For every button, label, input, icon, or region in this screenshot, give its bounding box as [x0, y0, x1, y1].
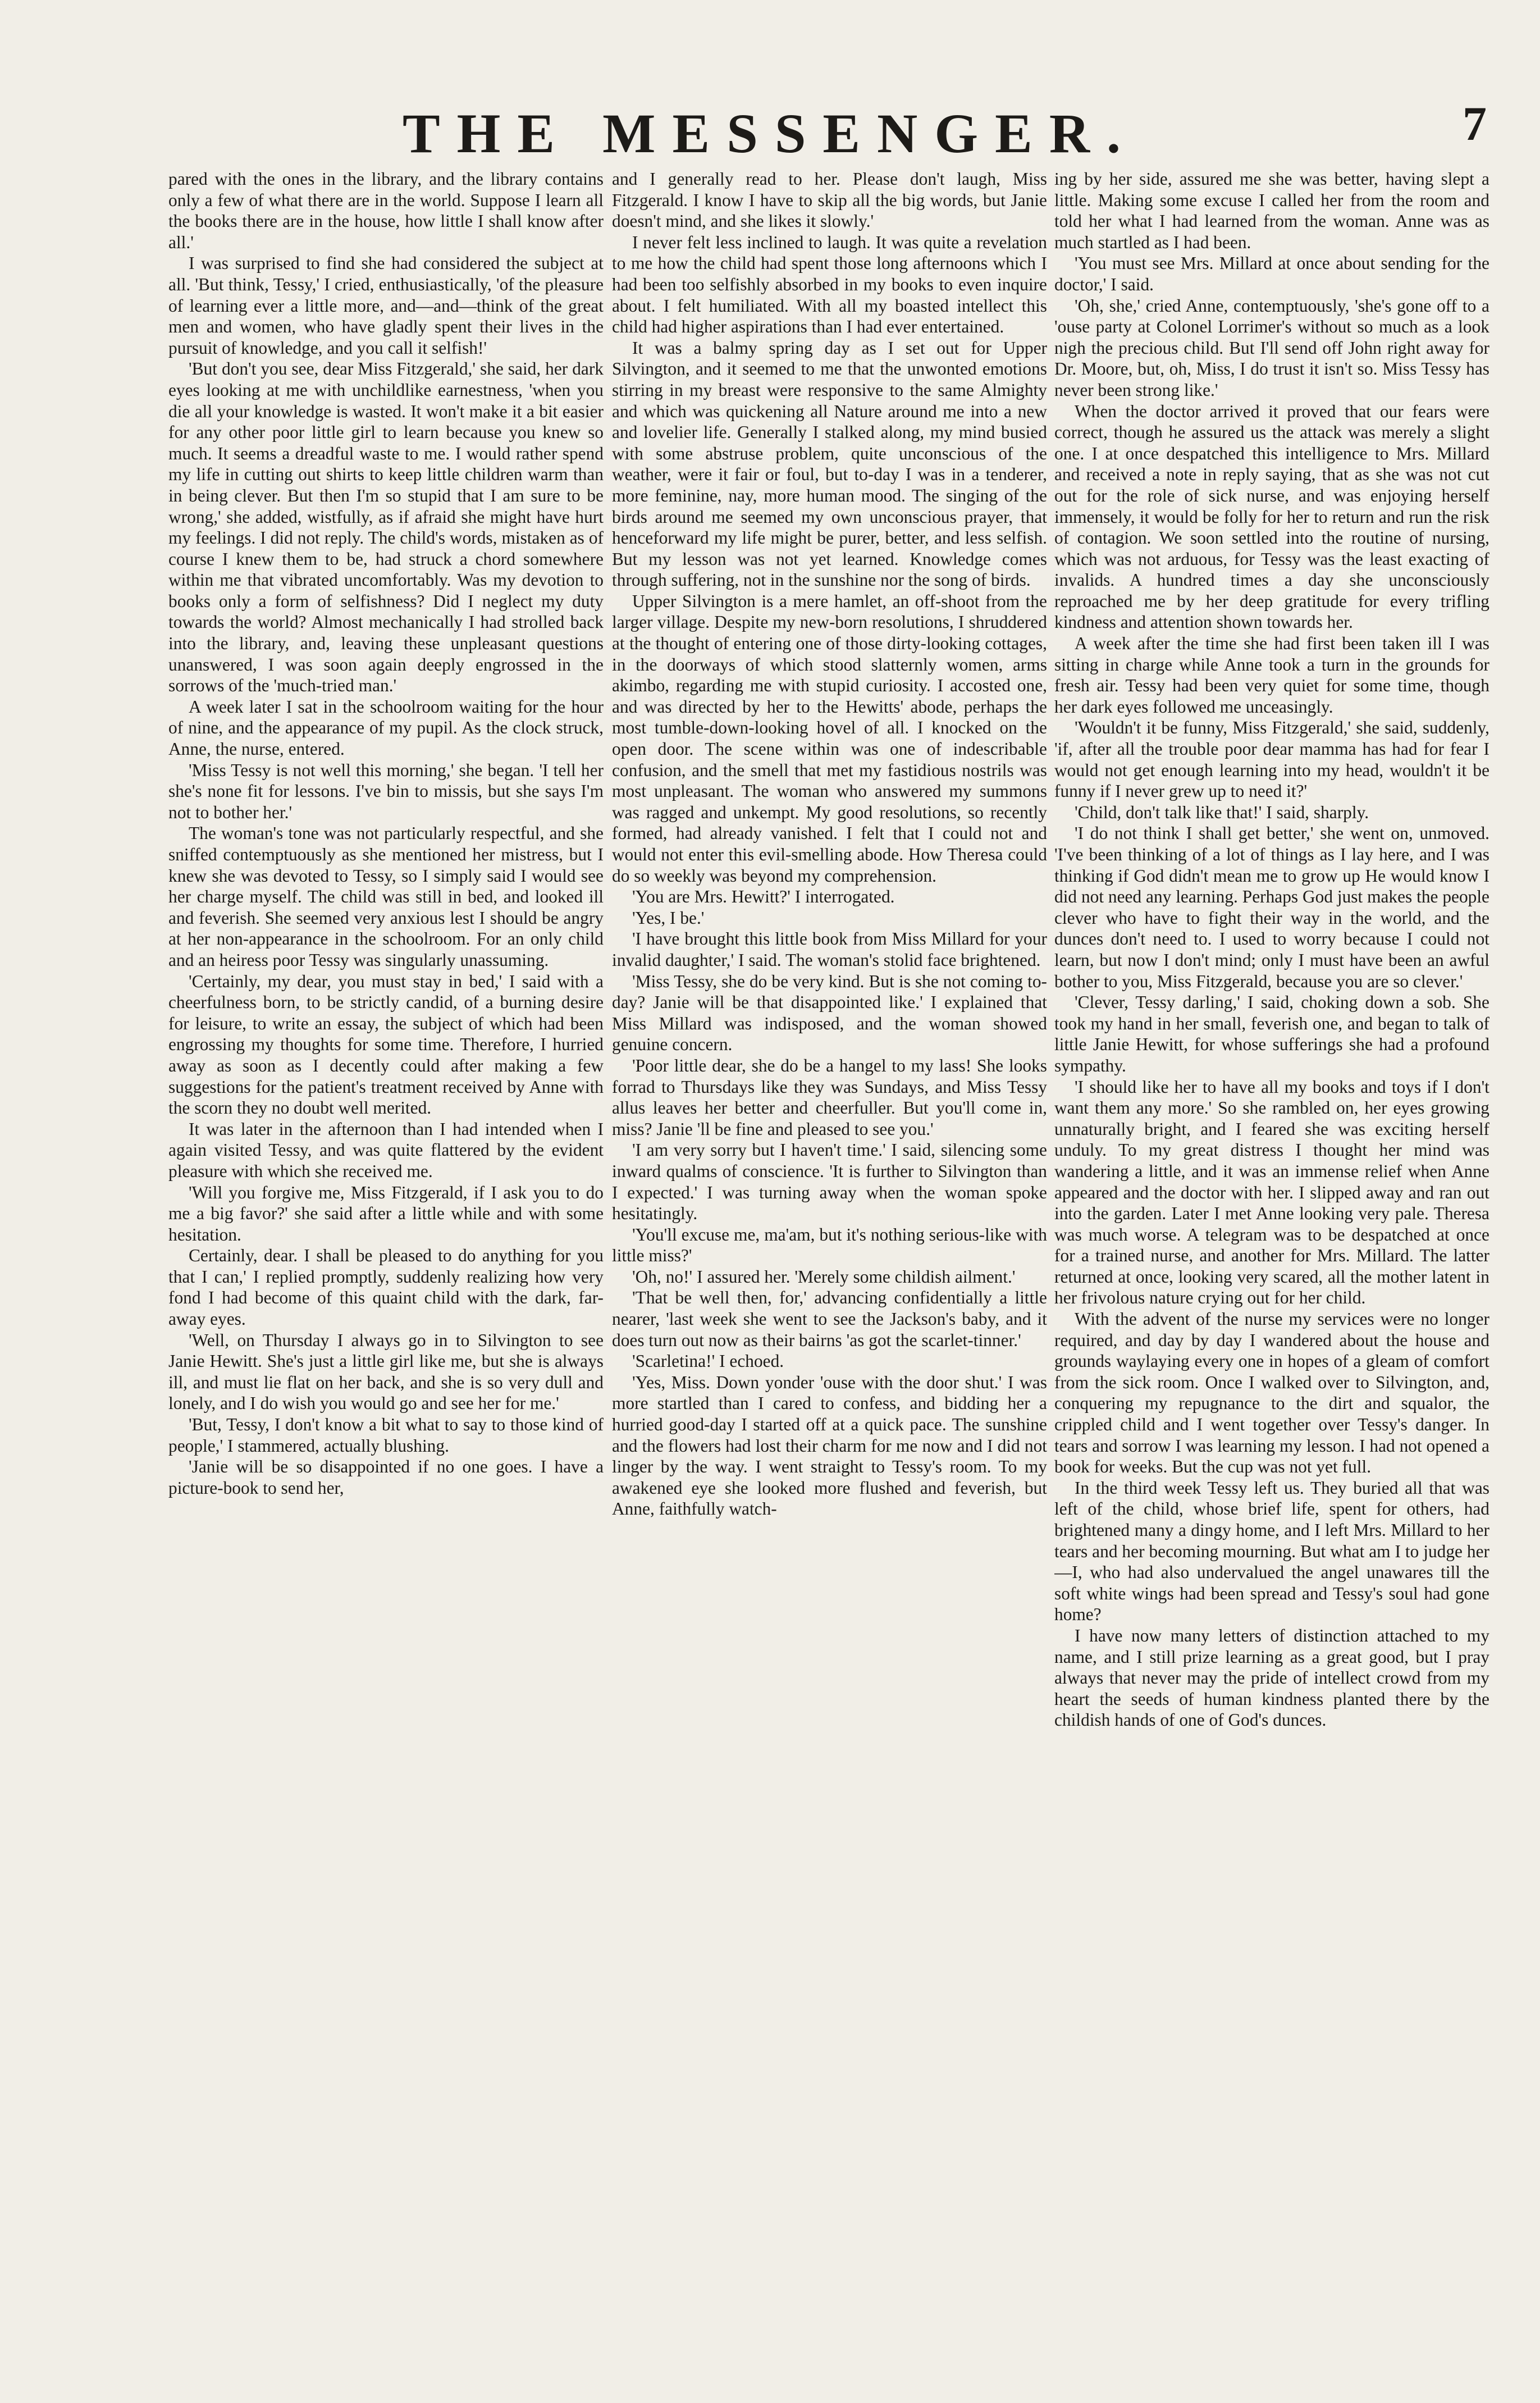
paragraph: pared with the ones in the library, and the library contains only a few of what there are in the world. Suppose I learn all the books there are in the house, how little I shall know after all.' — [168, 169, 604, 252]
paragraph: 'Yes, I be.' — [632, 908, 705, 928]
paragraph: I never felt less inclined to laugh. It was quite a revelation to me how the child had spent those long afternoons which I had been too selfishly absorbed in my books to even inquire about. I felt humiliated. With all my boasted intellect this child had higher aspirations than I had ever entertained. — [612, 232, 1047, 337]
paragraph: and I generally read to her. Please don't laugh, Miss Fitzgerald. I know I have to skip all the big words, but Janie doesn't mind, and she likes it slowly.' — [612, 169, 1047, 231]
paragraph: In the third week Tessy left us. They buried all that was left of the child, whose brief life, spent for others, had brightened many a dingy home, and I left Mrs. Millard to her tears and her becoming mourning. But what am I to judge her—I, who had also undervalued the angel unawares till the soft white wings had been spread and Tessy's soul had gone home? — [1054, 1478, 1489, 1625]
paragraph: 'That be well then, for,' advancing confidentially a little nearer, 'last week she went to see the Jackson's baby, and it does turn out now as their bairns 'as got the scarlet-tinner.' — [612, 1288, 1047, 1350]
paragraph: 'Oh, she,' cried Anne, contemptuously, 'she's gone off to a 'ouse party at Colonel Lorrimer's without so much as a look nigh the precious child. But I'll send off John right away for Dr. Moore, but, oh, Miss, I do trust it isn't so. Miss Tessy has never been strong like.' — [1054, 295, 1489, 400]
paragraph: 'But, Tessy, I don't know a bit what to say to those kind of people,' I stammered, actually blushing. — [168, 1415, 604, 1456]
paragraph: 'You must see Mrs. Millard at once about sending for the doctor,' I said. — [1054, 253, 1489, 294]
text-column-2 — [612, 168, 1047, 2392]
page-number: 7 — [1463, 97, 1487, 151]
paragraph: 'Clever, Tessy darling,' I said, choking down a sob. She took my hand in her small, feverish one, and began to talk of little Janie Hewitt, for whose sufferings she had a profound sympathy. — [1054, 992, 1489, 1075]
paragraph: 'Yes, Miss. Down yonder 'ouse with the door shut.' I was more startled than I cared to confess, and bidding her a hurried good-day I started off at a quick pace. The sunshine and the flowers had lost their charm for me now and I did not linger by the way. I went straight to Tessy's room. To my awakened eye she looked more flushed and feverish, but Anne, faithfully watch- — [612, 1372, 1047, 1519]
text-column-3 — [1054, 168, 1489, 2392]
paragraph: It was later in the afternoon than I had intended when I again visited Tessy, and was quite flattered by the evident pleasure with which she received me. — [168, 1119, 604, 1181]
text-column-1 — [168, 168, 604, 2392]
paragraph: With the advent of the nurse my services were no longer required, and day by day I wandered about the house and grounds waylaying every one in hopes of a gleam of comfort from the sick room. Once I walked over to Silvington, and, conquering my repugnance to the dirt and squalor, the crippled child and I went together over Tessy's danger. In tears and sorrow I was learning my lesson. I had not opened a book for weeks. But the cup was not yet full. — [1054, 1309, 1489, 1477]
paragraph: 'Well, on Thursday I always go in to Silvington to see Janie Hewitt. She's just a little girl like me, but she is always ill, and must lie flat on her back, and she is so very dull and lonely, and I do wish you would go and see her for me.' — [168, 1330, 604, 1413]
paragraph: I was surprised to find she had considered the subject at all. 'But think, Tessy,' I cried, enthusiastically, 'of the pleasure of learning ever a little more, and—and—think of the great men and women, who have gladly spent their lives in the pursuit of knowledge, and you call it selfish!' — [168, 253, 604, 358]
paragraph: 'You'll excuse me, ma'am, but it's nothing serious-like with little miss?' — [612, 1224, 1047, 1266]
paragraph: When the doctor arrived it proved that our fears were correct, though he assured us the attack was merely a slight one. I at once despatched this intelligence to Mrs. Millard and received a note in reply saying, that as she was not cut out for the role of sick nurse, and was enjoying herself immensely, it would be folly for her to return and run the risk of contagion. We soon settled into the routine of nursing, which was not arduous, for Tessy was the least exacting of invalids. A hundred times a day she unconsciously reproached me by her deep gratitude for every trifling kindness and attention shown towards her. — [1054, 401, 1489, 632]
paragraph: 'Poor little dear, she do be a hangel to my lass! She looks forrad to Thursdays like they was Sundays, and Miss Tessy allus leaves her better and cheerfuller. But you'll come in, miss? Janie 'll be fine and pleased to see you.' — [612, 1055, 1047, 1139]
masthead-title: THE MESSENGER. — [402, 102, 1138, 165]
paragraph: 'I do not think I shall get better,' she went on, unmoved. 'I've been thinking of a lot of things as I lay here, and I was thinking if God didn't mean me to grow up He would know I did not need any learning. Perhaps God just makes the people clever who have to fight their way in the world, and the dunces don't need to. I used to worry because I could not learn, but now I don't mind; only I must have been an awful bother to you, Miss Fitzgerald, because you are so clever.' — [1054, 823, 1489, 991]
paragraph: 'Scarletina!' I echoed. — [632, 1351, 784, 1371]
paragraph: 'Wouldn't it be funny, Miss Fitzgerald,' she said, suddenly, 'if, after all the trouble poor dear mamma has had for fear I would not get enough learning into my head, wouldn't it be funny if I never grew up to need it?' — [1054, 718, 1489, 801]
paragraph: 'I should like her to have all my books and toys if I don't want them any more.' So she rambled on, her eyes growing unnaturally bright, and I feared she was exciting herself unduly. To my great distress I thought her mind was wandering a little, and it was an immense relief when Anne appeared and the doctor with her. I slipped away and ran out into the garden. Later I met Anne looking very pale. Theresa was much worse. A telegram was to be despatched at once for a trained nurse, and another for Mrs. Millard. The latter returned at once, looking very scared, all the mother latent in her frivolous nature crying out for her child. — [1054, 1077, 1489, 1308]
paragraph: 'Will you forgive me, Miss Fitzgerald, if I ask you to do me a big favor?' she said after a little while and with some hesitation. — [168, 1182, 604, 1244]
masthead — [0, 79, 1540, 163]
paragraph: 'Oh, no!' I assured her. 'Merely some childish ailment.' — [632, 1266, 1016, 1287]
paragraph: 'Miss Tessy, she do be very kind. But is she not coming to-day? Janie will be that disappointed like.' I explained that Miss Millard was indisposed, and the woman showed genuine concern. — [612, 971, 1047, 1055]
paragraph: Upper Silvington is a mere hamlet, an off-shoot from the larger village. Despite my new-born resolutions, I shruddered at the thought of entering one of those dirty-looking cottages, in the doorways of which stood slatternly women, arms akimbo, regarding me with stupid curiosity. I accosted one, and was directed by her to the Hewitts' abode, perhaps the most tumble-down-looking hovel of all. I knocked on the open door. The scene within was one of indescribable confusion, and the smell that met my fastidious nostrils was most unpleasant. The woman who answered my summons was ragged and unkempt. My good resolutions, so recently formed, had already vanished. I felt that I could not and would not enter this evil-smelling abode. How Theresa could do so weekly was beyond my comprehension. — [612, 591, 1047, 886]
paragraph: 'I have brought this little book from Miss Millard for your invalid daughter,' I said. The woman's stolid face brightened. — [612, 929, 1047, 970]
paragraph: Certainly, dear. I shall be pleased to do anything for you that I can,' I replied promptly, suddenly realizing how very fond I had become of this quaint child with the dark, far-away eyes. — [168, 1246, 604, 1329]
paragraph: 'But don't you see, dear Miss Fitzgerald,' she said, her dark eyes looking at me with unchildlike earnestness, 'when you die all your knowledge is wasted. It won't make it a bit easier for any other poor little girl to learn because you knew so much. It seems a dreadful waste to me. I would rather spend my life in cutting out shirts to keep little children warm than in being clever. But then I'm so stupid that I am sure to be wrong,' she added, wistfully, as if afraid she might have hurt my feelings. I did not reply. The child's words, mistaken as of course I knew them to be, had struck a chord somewhere within me that vibrated uncomfortably. Was my devotion to books only a form of selfishness? Did I neglect my duty towards the world? Almost mechanically I had strolled back into the library, and, leaving these unpleasant questions unanswered, I was soon again deeply engrossed in the sorrows of the 'much-tried man.' — [168, 359, 604, 696]
paragraph: ing by her side, assured me she was better, having slept a little. Making some excuse I called her from the room and told her what I had learned from the woman. Anne was as much startled as I had been. — [1054, 169, 1489, 252]
paragraph: The woman's tone was not particularly respectful, and she sniffed contemptuously as she mentioned her mistress, but I knew she was devoted to Tessy, so I simply said I would see her charge myself. The child was still in bed, and looked ill and feverish. She seemed very anxious lest I should be angry at her non-appearance in the schoolroom. For an only child and an heiress poor Tessy was singularly unassuming. — [168, 823, 604, 970]
paragraph: 'Child, don't talk like that!' I said, sharply. — [1075, 802, 1369, 822]
paragraph: 'Janie will be so disappointed if no one goes. I have a picture-book to send her, — [168, 1457, 604, 1498]
paragraph: 'Certainly, my dear, you must stay in bed,' I said with a cheerfulness born, to be strictly candid, of a burning desire for leisure, to write an essay, the subject of which had been engrossing my thoughts for some time. Therefore, I hurried away as soon as I decently could after making a few suggestions for the patient's treatment received by Anne with the scorn they no doubt well merited. — [168, 971, 604, 1118]
paragraph: I have now many letters of distinction attached to my name, and I still prize learning as a great good, but I pray always that never may the pride of intellect crowd from my heart the seeds of human kindness planted there by the childish hands of one of God's dunces. — [1054, 1625, 1489, 1730]
paragraph: It was a balmy spring day as I set out for Upper Silvington, and it seemed to me that the unwonted emotions stirring in my breast were responsive to the same Almighty and which was quickening all Nature around me into a new and lovelier life. Generally I stalked along, my mind busied with some abstruse problem, quite unconscious of the weather, were it fair or foul, but to-day I was in a tenderer, more feminine, nay, more human mood. The singing of the birds around me seemed my own unconscious prayer, that henceforward my life might be purer, better, and less selfish. But my lesson was not yet learned. Knowledge comes through suffering, not in the sunshine nor the song of birds. — [612, 338, 1047, 590]
paragraph: 'I am very sorry but I haven't time.' I said, silencing some inward qualms of conscience. 'It is further to Silvington than I expected.' I was turning away when the woman spoke hesitatingly. — [612, 1140, 1047, 1224]
paragraph: 'Miss Tessy is not well this morning,' she began. 'I tell her she's none fit for lessons. I've bin to missis, but she says I'm not to bother her.' — [168, 760, 604, 822]
paragraph: 'You are Mrs. Hewitt?' I interrogated. — [632, 887, 895, 907]
paragraph: A week later I sat in the schoolroom waiting for the hour of nine, and the appearance of my pupil. As the clock struck, Anne, the nurse, entered. — [168, 696, 604, 759]
paragraph: A week after the time she had first been taken ill I was sitting in charge while Anne took a turn in the grounds for fresh air. Tessy had been very quiet for some time, though her dark eyes followed me unceasingly. — [1054, 633, 1489, 717]
